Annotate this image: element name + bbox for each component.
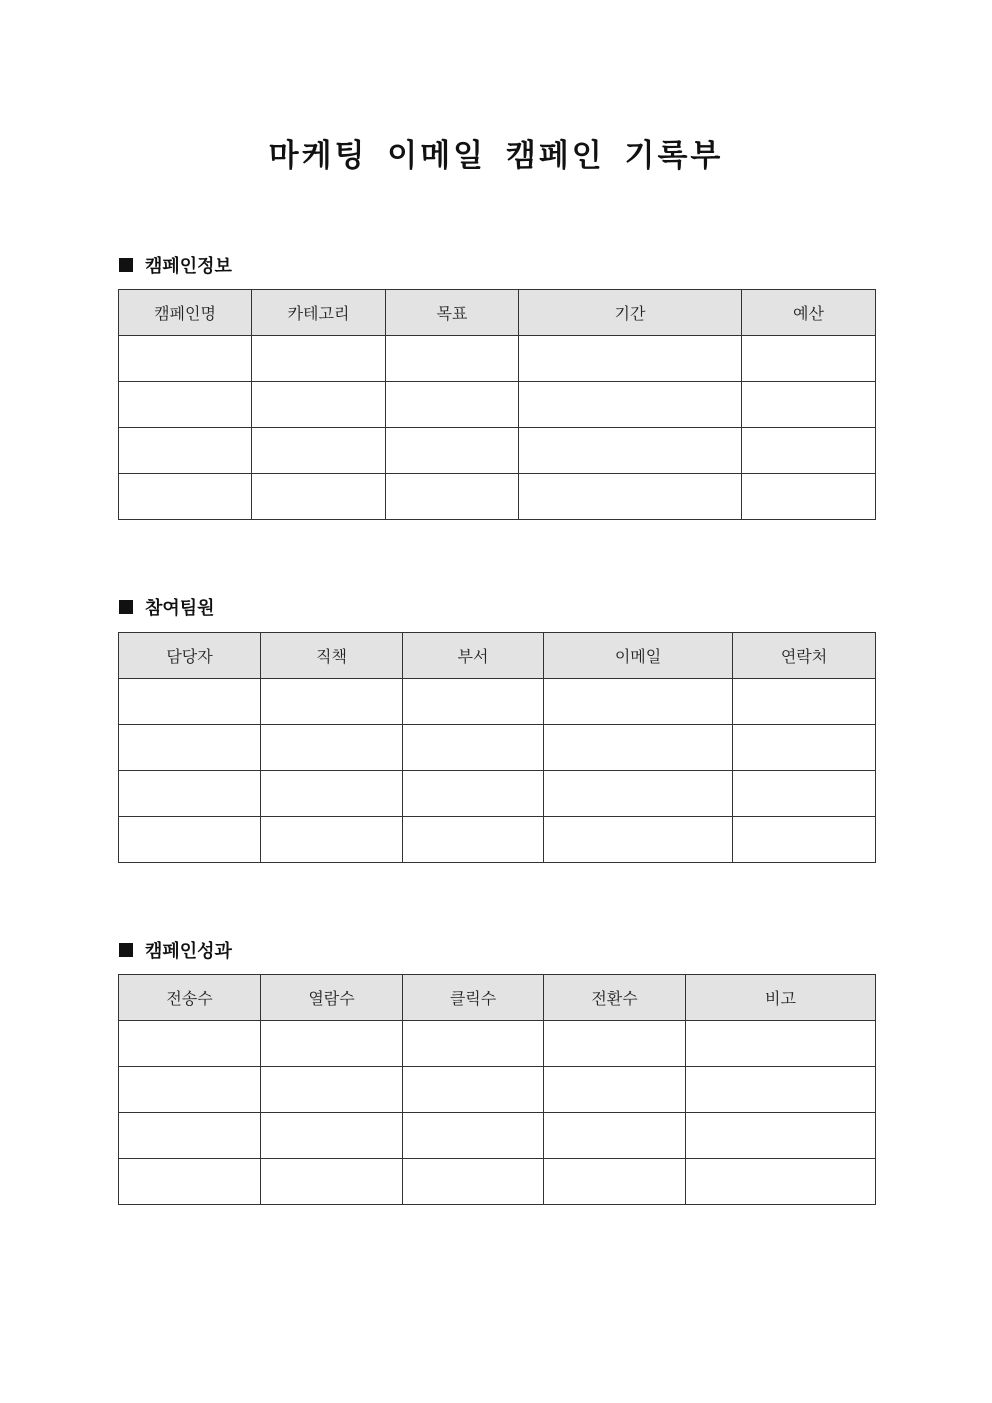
table-row [119, 1159, 876, 1205]
table-cell[interactable] [544, 1113, 686, 1159]
table-cell[interactable] [544, 679, 733, 725]
table-cell[interactable] [403, 725, 544, 771]
table-cell[interactable] [261, 1113, 403, 1159]
table-cell[interactable] [261, 1067, 403, 1113]
table-cell[interactable] [742, 474, 876, 520]
table-cell[interactable] [252, 382, 386, 428]
table-row [119, 679, 876, 725]
table-cell[interactable] [119, 428, 252, 474]
document-title: 마케팅 이메일 캠페인 기록부 [268, 138, 724, 174]
table-cell[interactable] [261, 817, 403, 863]
table-cell[interactable] [119, 817, 261, 863]
table-header-row [119, 633, 876, 679]
table-cell[interactable] [261, 1021, 403, 1067]
section-heading-campaign-results [119, 937, 232, 963]
table-cell[interactable] [252, 428, 386, 474]
team-members-table [118, 632, 876, 863]
table-cell[interactable] [119, 382, 252, 428]
square-bullet-icon [119, 600, 133, 614]
table-cell[interactable] [733, 817, 876, 863]
section-heading-label: 캠페인성과 [145, 941, 232, 962]
table-cell[interactable] [252, 336, 386, 382]
table-row [119, 428, 876, 474]
column-header-remarks: 비고 [686, 975, 876, 1021]
table-cell[interactable] [119, 679, 261, 725]
table-header-row [119, 975, 876, 1021]
column-header-goal: 목표 [386, 290, 519, 336]
column-header-category: 카테고리 [252, 290, 386, 336]
table-row [119, 474, 876, 520]
table-cell[interactable] [119, 1067, 261, 1113]
table-cell[interactable] [519, 428, 742, 474]
column-header-position: 직책 [261, 633, 403, 679]
table-cell[interactable] [403, 1113, 544, 1159]
table-cell[interactable] [261, 725, 403, 771]
table-cell[interactable] [544, 1067, 686, 1113]
table-cell[interactable] [386, 382, 519, 428]
table-cell[interactable] [686, 1159, 876, 1205]
table-cell[interactable] [686, 1113, 876, 1159]
table-cell[interactable] [403, 679, 544, 725]
table-cell[interactable] [119, 474, 252, 520]
column-header-opens: 열람수 [261, 975, 403, 1021]
table-row [119, 1021, 876, 1067]
table-header-row [119, 290, 876, 336]
column-header-campaign-name: 캠페인명 [119, 290, 252, 336]
table-cell[interactable] [261, 679, 403, 725]
table-cell[interactable] [403, 771, 544, 817]
table-row [119, 817, 876, 863]
column-header-manager: 담당자 [119, 633, 261, 679]
section-heading-label: 캠페인정보 [145, 256, 232, 277]
table-cell[interactable] [742, 382, 876, 428]
table-cell[interactable] [742, 336, 876, 382]
campaign-results-table [118, 974, 876, 1205]
table-cell[interactable] [544, 725, 733, 771]
table-cell[interactable] [119, 1113, 261, 1159]
table-cell[interactable] [403, 1021, 544, 1067]
table-cell[interactable] [544, 771, 733, 817]
section-heading-team-members [119, 594, 215, 620]
section-heading-campaign-info [119, 252, 232, 278]
table-cell[interactable] [386, 336, 519, 382]
column-header-conversions: 전환수 [544, 975, 686, 1021]
square-bullet-icon [119, 258, 133, 272]
square-bullet-icon [119, 943, 133, 957]
table-cell[interactable] [544, 817, 733, 863]
table-cell[interactable] [733, 771, 876, 817]
table-cell[interactable] [519, 474, 742, 520]
section-heading-label: 참여팀원 [145, 598, 215, 619]
column-header-budget: 예산 [742, 290, 876, 336]
table-cell[interactable] [119, 771, 261, 817]
table-cell[interactable] [742, 428, 876, 474]
table-cell[interactable] [252, 474, 386, 520]
table-row [119, 771, 876, 817]
column-header-contact: 연락처 [733, 633, 876, 679]
column-header-email: 이메일 [544, 633, 733, 679]
table-cell[interactable] [733, 725, 876, 771]
table-cell[interactable] [119, 1159, 261, 1205]
table-cell[interactable] [386, 474, 519, 520]
table-cell[interactable] [403, 1067, 544, 1113]
table-row [119, 725, 876, 771]
table-cell[interactable] [386, 428, 519, 474]
column-header-clicks: 클릭수 [403, 975, 544, 1021]
table-cell[interactable] [519, 336, 742, 382]
table-cell[interactable] [519, 382, 742, 428]
column-header-department: 부서 [403, 633, 544, 679]
table-row [119, 336, 876, 382]
column-header-period: 기간 [519, 290, 742, 336]
table-cell[interactable] [119, 1021, 261, 1067]
table-row [119, 1113, 876, 1159]
column-header-sent: 전송수 [119, 975, 261, 1021]
table-cell[interactable] [403, 817, 544, 863]
table-cell[interactable] [403, 1159, 544, 1205]
table-cell[interactable] [733, 679, 876, 725]
table-cell[interactable] [686, 1021, 876, 1067]
table-cell[interactable] [119, 725, 261, 771]
table-cell[interactable] [119, 336, 252, 382]
table-cell[interactable] [544, 1159, 686, 1205]
table-cell[interactable] [261, 771, 403, 817]
campaign-info-table [118, 289, 876, 520]
table-row [119, 1067, 876, 1113]
table-cell[interactable] [686, 1067, 876, 1113]
table-cell[interactable] [544, 1021, 686, 1067]
table-cell[interactable] [261, 1159, 403, 1205]
table-row [119, 382, 876, 428]
